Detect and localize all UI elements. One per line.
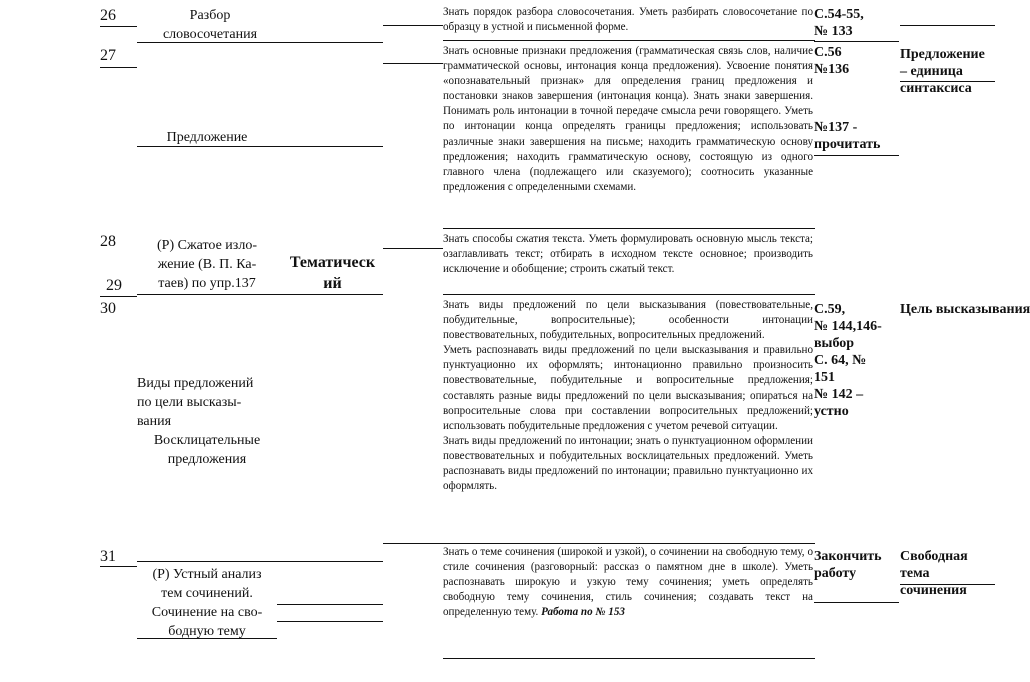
homework-line: выбор [814,336,855,351]
rule-line [814,602,899,603]
homework-line: работу [814,566,857,581]
lesson-number: 30 [100,300,116,317]
lesson-number: 26 [100,7,116,24]
lesson-requirements [443,545,813,620]
lesson-requirements: Знать порядок разбора словосочетания. Уметь разбирать словосочетание по образцу в устной и письменной форме. [443,6,813,34]
rule-line [277,604,383,605]
section-theme: Предложение – единица синтаксиса [900,47,985,96]
homework-line: С.59, [814,302,846,317]
rule-line [137,42,383,43]
topic-line: Сочинение на сво- [151,605,263,620]
topic-line: по цели высказы- [137,395,242,410]
rule-line [443,294,815,295]
rule-line [900,584,995,585]
rule-line [100,26,137,27]
lesson-number: 27 [100,47,116,64]
topic-line: (Р) Сжатое изло- [157,238,257,253]
rule-line [100,566,137,567]
rule-line [100,296,137,297]
lesson-requirements [443,298,813,494]
rule-line [900,81,995,82]
lesson-number: 28 [100,233,116,250]
homework-line: 151 [814,370,835,385]
homework-line: Закончить [814,549,882,564]
topic-line: тем сочинений. [161,586,253,601]
rule-line [383,248,443,249]
lesson-type [279,252,386,294]
requirements-paragraph: Знать виды предложений по цели высказывания (повествовательные, побудительные, вопросительные); особенности интонации повествовательных, побудительных, вопросительных предложений. [443,299,813,342]
topic-line: словосочетания [162,27,258,42]
rule-line [383,543,815,544]
homework [814,548,898,582]
topic-line: Восклицательные [153,433,261,448]
lesson-requirements: Знать основные признаки предложения (грамматическая связь слов, наличие грамматической основы, интонация конца предложения). Усвоение понятия «опознавательный признак» для определения границ предложения и постановки знаков завершения (интонация конца). Знать знаки завершения. Понимать роль интонации в точной передаче смысла речи говорящего. Уметь по интонации конца определять границы предложения; использовать различные знаки завершения на письме; находить грамматическую основу предложения; находить грамматическую основу, состоящую из одного главного члена (подлежащего или сказуемого); соотносить указанные предложения с определенными схемами. [443,45,813,193]
topic-line: вания [137,414,172,429]
rule-line [443,228,815,229]
topic-line: (Р) Устный анализ [152,567,262,582]
topic-line: бодную тему [168,624,246,639]
homework [814,6,898,40]
rule-line [383,25,443,26]
topic-line: таев) по упр.137 [158,276,256,291]
homework [814,301,898,420]
topic-line: предложения [167,452,247,467]
homework-line: С. 64, № [814,353,867,368]
lesson-topic [137,236,277,293]
requirements-paragraph: Уметь распознавать виды предложений по цели высказывания и правильно пунктуационно их оформлять; интонационно правильно произносить повествовательные, побудительные и вопросительные предложения; составлять разные виды предложений по цели высказывания; опираться на вопросительные слова при составлении вопросительных предложений; использовать побудительные предложения с учетом речевой ситуации. [443,344,813,432]
requirements-paragraph: Знать виды предложений по интонации; знать о пунктуационном оформлении повествовательных и побудительных восклицательных предложений. Уметь распознавать виды предложений по интонации; правильно пунктуационно их оформлять. [443,434,813,493]
requirements-paragraph: Знать о теме сочинения (широкой и узкой), о сочинении на свободную тему, о стиле сочинения (разговорный: рассказ о памятном дне в школе). Уметь распознавать широкую и узкую тему сочинения; уметь определять свободную тему сочинения, стиль сочинения; создавать текст на определенную тему. [443,546,813,619]
lesson-type-part2: ий [323,275,342,292]
requirements-emphasis: Работа по № 153 [541,606,625,619]
homework-line: № 133 [814,24,853,39]
lesson-topic [137,6,283,44]
homework-line: № 142 – [814,387,864,402]
rule-line [900,25,995,26]
topic-line: Разбор [189,8,231,23]
lesson-requirements: Знать способы сжатия текста. Уметь формулировать основную мысль текста; озаглавливать текст; отбирать в исходном тексте основное; производить исключение и обобщение; строить сжатый текст. [443,233,813,276]
homework-line: С.54-55, [814,7,864,22]
homework-line: № 144,146- [814,319,882,334]
rule-line [100,67,137,68]
rule-line [383,63,443,64]
lesson-topic [137,374,277,469]
rule-line [814,41,899,42]
section-theme: Свободная тема сочинения [900,549,968,598]
homework-extra [814,119,898,153]
homework-line: №136 [814,62,850,77]
lesson-number: 29 [106,277,122,294]
lesson-topic [137,565,277,641]
homework-line: устно [814,404,849,419]
homework-line: прочитать [814,137,881,152]
lesson-number: 31 [100,548,116,565]
rule-line [137,146,383,147]
rule-line [814,155,899,156]
section-theme: Цель высказывания [900,302,1030,317]
rule-line [137,561,383,562]
lesson-type-part1: Тематическ [289,254,376,271]
homework-line: С.56 [814,45,842,60]
rule-line [277,621,383,622]
lesson-topic: Предложение [166,130,248,145]
homework [814,44,898,78]
rule-line [137,294,383,295]
topic-line: Виды предложений [137,376,254,391]
homework-line: №137 - [814,120,858,135]
rule-line [137,638,277,639]
topic-line: жение (В. П. Ка- [157,257,257,272]
rule-line [443,658,815,659]
rule-line [443,40,815,41]
